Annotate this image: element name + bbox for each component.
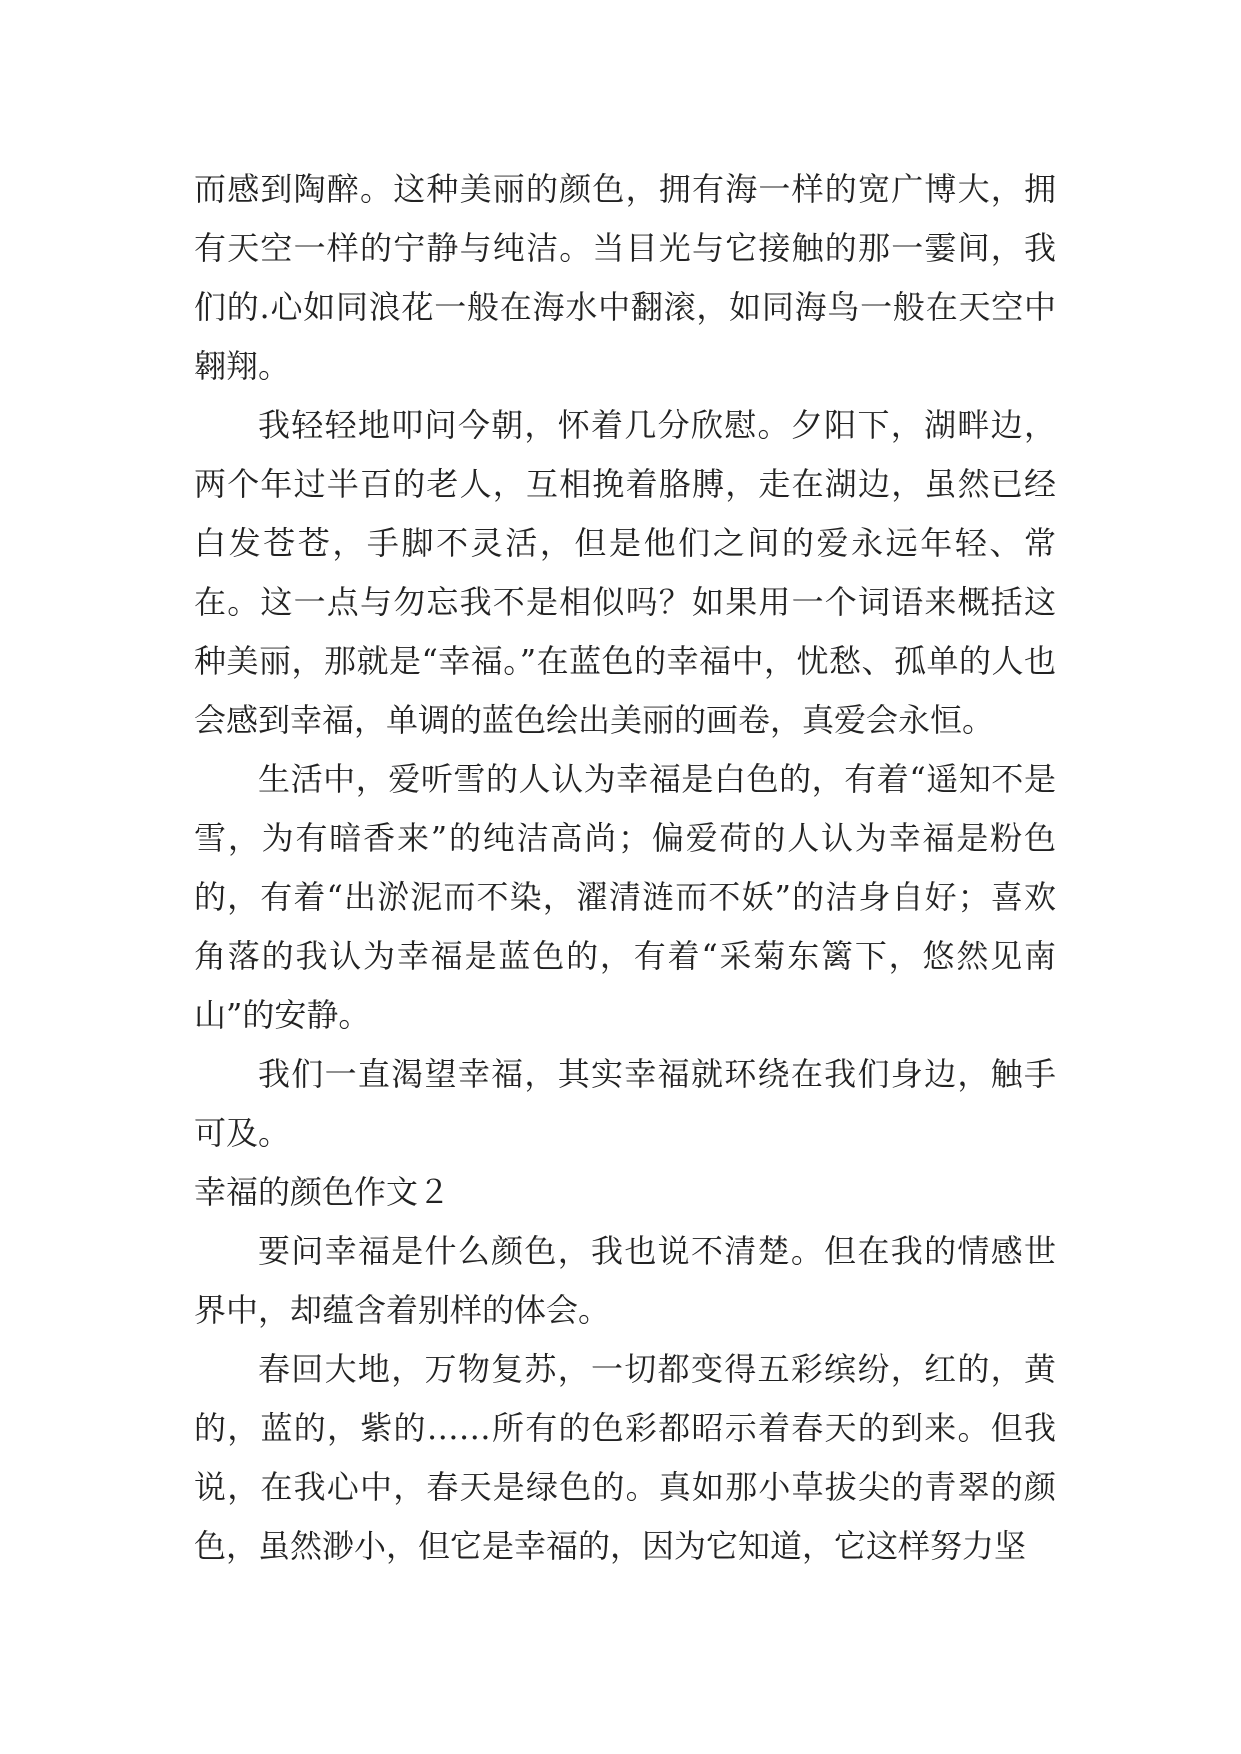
paragraph-2: 我轻轻地叩问今朝，怀着几分欣慰。夕阳下，湖畔边，两个年过半百的老人，互相挽着胳膊，走在湖边，虽然已经白发苍苍，手脚不灵活，但是他们之间的爱永远年轻、常在。这一点与勿忘我不是相似吗？如果用一个词语来概括这种美丽，那就是“幸福。”在蓝色的幸福中，忧愁、孤单的人也会感到幸福，单调的蓝色绘出美丽的画卷，真爱会永恒。 xyxy=(194,406,1056,739)
paragraph-1: 而感到陶醉。这种美丽的颜色，拥有海一样的宽广博大，拥有天空一样的宁静与纯洁。当目光与它接触的那一霎间，我们的.心如同浪花一般在海水中翻滚，如同海鸟一般在天空中翱翔。 xyxy=(194,170,1056,385)
section-heading: 幸福的颜色作文２ xyxy=(194,1173,451,1211)
paragraph-6: 春回大地，万物复苏，一切都变得五彩缤纷，红的，黄的，蓝的，紫的……所有的色彩都昭示着春天的到来。但我说，在我心中，春天是绿色的。真如那小草拔尖的青翠的颜色，虽然渺小，但它是幸福的，因为它知道，它这样努力坚 xyxy=(194,1350,1056,1565)
paragraph-5: 要问幸福是什么颜色，我也说不清楚。但在我的情感世界中，却蕴含着别样的体会。 xyxy=(194,1232,1056,1329)
paragraph-4: 我们一直渴望幸福，其实幸福就环绕在我们身边，触手可及。 xyxy=(194,1055,1056,1152)
document-body xyxy=(194,160,1056,1576)
paragraph-3: 生活中，爱听雪的人认为幸福是白色的，有着“遥知不是雪，为有暗香来”的纯洁高尚；偏爱荷的人认为幸福是粉色的，有着“出淤泥而不染，濯清涟而不妖”的洁身自好；喜欢角落的我认为幸福是蓝色的，有着“采菊东篱下，悠然见南山”的安静。 xyxy=(194,760,1056,1034)
